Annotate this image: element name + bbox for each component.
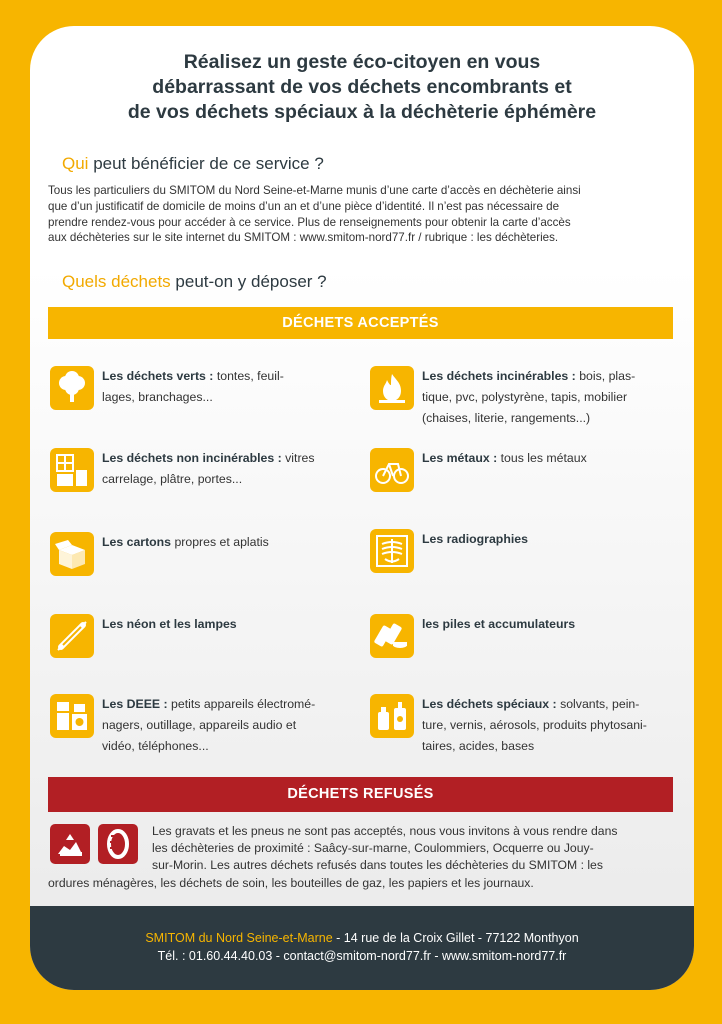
item-text — [102, 366, 352, 408]
item-desc: tous les métaux — [497, 451, 587, 465]
item-text — [422, 614, 672, 635]
footer-contact: Tél. : 01.60.44.40.03 - contact@smitom-nord77.fr - www.smitom-nord77.fr — [157, 948, 567, 963]
item-desc: propres et aplatis — [171, 535, 269, 549]
item-desc: taires, acides, bases — [422, 738, 535, 753]
title-line-2: débarrassant de vos déchets encombrants et — [152, 76, 572, 98]
box-icon — [50, 532, 94, 576]
window-icon — [50, 448, 94, 492]
footer-address: - 14 rue de la Croix Gillet - 77122 Monthyon — [332, 931, 579, 945]
refused-waste-text — [48, 823, 678, 892]
chemicals-icon — [370, 694, 414, 738]
page-title — [30, 50, 694, 125]
title-line-1: Réalisez un geste éco-citoyen en vous — [183, 51, 541, 73]
footer-org: SMITOM du Nord Seine-et-Marne — [145, 931, 333, 945]
item-label: Les radiographies — [422, 532, 528, 546]
heading-rest: peut-on y déposer ? — [170, 272, 327, 291]
item-text — [422, 448, 672, 469]
refused-waste-band: DÉCHETS REFUSÉS — [48, 777, 673, 812]
appliances-icon — [50, 694, 94, 738]
accepted-item-batteries — [370, 614, 676, 674]
item-desc: bois, plas- — [575, 369, 636, 383]
item-label: Les DEEE : — [102, 697, 168, 711]
item-desc: vitres — [281, 451, 315, 465]
accepted-item-green-waste — [50, 366, 356, 426]
item-desc: tontes, feuil- — [213, 369, 284, 383]
item-text — [102, 448, 352, 490]
item-text — [422, 366, 672, 428]
paragraph-line: aux déchèteries sur le site internet du SMITOM : www.smitom-nord77.fr / rubrique : les déchèteries. — [48, 231, 559, 245]
refused-line: Les gravats et les pneus ne sont pas acceptés, nous vous invitons à vous rendre dans — [152, 824, 618, 838]
item-label: Les métaux : — [422, 451, 498, 465]
refused-line: sur-Morin. Les autres déchets refusés dans toutes les déchèteries du SMITOM : les — [152, 858, 603, 873]
item-label: Les déchets spéciaux : — [422, 697, 557, 711]
paragraph-line: prendre rendez-vous pour accéder à ce service. Plus de renseignements pour obtenir la carte d’accès — [48, 215, 571, 229]
bicycle-icon — [370, 448, 414, 492]
item-label: les piles et accumulateurs — [422, 617, 576, 631]
flyer-card — [30, 26, 694, 990]
item-label: Les déchets non incinérables : — [102, 451, 282, 465]
item-text — [102, 614, 352, 635]
accepted-item-special-waste — [370, 694, 676, 754]
item-label: Les cartons — [102, 535, 172, 549]
item-label: Les déchets verts : — [102, 369, 214, 383]
item-desc: vidéo, téléphones... — [102, 738, 209, 753]
item-text — [422, 529, 672, 550]
accepted-item-cardboard — [50, 532, 356, 592]
accepted-item-deee — [50, 694, 356, 754]
heading-highlight: Quels déchets — [62, 272, 171, 291]
xray-icon — [370, 529, 414, 573]
paragraph-line: que d’un justificatif de domicile de moins d’un an et d’une pièce d’identité. Il n’est pas nécessaire de — [48, 199, 560, 213]
item-desc: carrelage, plâtre, portes... — [102, 471, 243, 486]
refused-line: les déchèteries de proximité : Saâcy-sur-marne, Coulommiers, Ocquerre ou Jouy- — [152, 841, 594, 856]
title-line-3: de vos déchets spéciaux à la déchèterie éphémère — [127, 101, 597, 123]
item-text — [102, 694, 352, 756]
accepted-item-incinerable — [370, 366, 676, 426]
accepted-item-non-incinerable — [50, 448, 356, 508]
item-desc: solvants, pein- — [556, 697, 640, 711]
accepted-item-metals — [370, 448, 676, 508]
fire-icon — [370, 366, 414, 410]
accepted-item-neon-lamps — [50, 614, 356, 674]
item-desc: ture, vernis, aérosols, produits phytosani- — [422, 717, 647, 732]
item-label: Les néon et les lampes — [102, 617, 237, 631]
refused-line: ordures ménagères, les déchets de soin, les bouteilles de gaz, les papiers et les journaux. — [48, 875, 534, 890]
item-text — [422, 694, 672, 756]
item-desc: tique, pvc, polystyrène, tapis, mobilier — [422, 389, 628, 404]
item-desc: petits appareils électromé- — [167, 697, 316, 711]
item-label: Les déchets incinérables : — [422, 369, 576, 383]
tree-icon — [50, 366, 94, 410]
eligibility-paragraph — [48, 183, 678, 246]
accepted-item-xrays — [370, 529, 676, 589]
heading-rest: peut bénéficier de ce service ? — [88, 154, 324, 173]
section-heading-who — [62, 154, 324, 174]
paragraph-line: Tous les particuliers du SMITOM du Nord Seine-et-Marne munis d’une carte d’accès en déchèterie ainsi — [48, 184, 581, 197]
section-heading-what — [62, 272, 327, 292]
footer — [30, 906, 694, 990]
accepted-waste-band: DÉCHETS ACCEPTÉS — [48, 307, 673, 339]
item-desc: nagers, outillage, appareils audio et — [102, 717, 297, 732]
item-desc: lages, branchages... — [102, 389, 213, 404]
heading-highlight: Qui — [62, 154, 89, 173]
item-desc: (chaises, literie, rangements...) — [422, 410, 591, 425]
item-text — [102, 532, 352, 553]
neon-tube-icon — [50, 614, 94, 658]
battery-icon — [370, 614, 414, 658]
